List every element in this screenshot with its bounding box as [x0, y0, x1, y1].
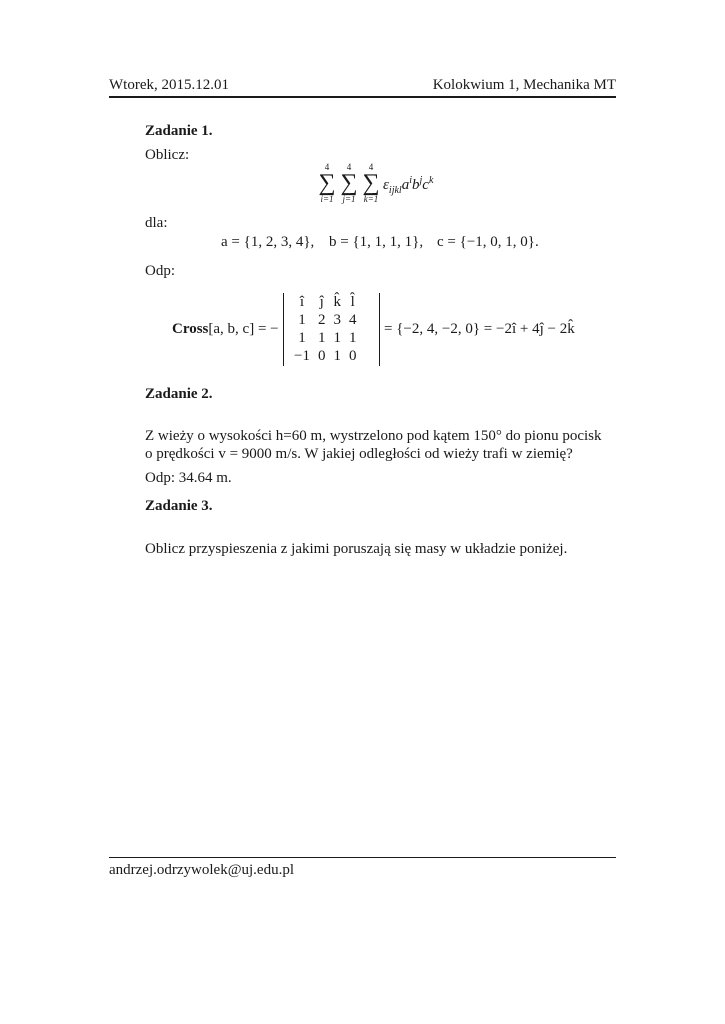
cross-result: = {−2, 4, −2, 0} = −2î + 4ĵ − 2k̂ [384, 321, 575, 337]
matrix-row [290, 329, 360, 347]
task3-heading: Zadanie 3. [145, 498, 213, 514]
header-rule [109, 96, 616, 98]
matrix-cell: 1 [333, 329, 341, 346]
task2-text-line1: Z wieży o wysokości h=60 m, wystrzelono pod kątem 150° do pionu pocisk [145, 428, 602, 444]
sum-k-lower: k=1 [363, 194, 379, 204]
task2-answer: Odp: 34.64 m. [145, 470, 232, 486]
summand: $\varepsilon_{ijkl}a^ib^jc^k$ [383, 175, 434, 196]
matrix-cell: l̂ [350, 293, 355, 310]
matrix-row [290, 311, 360, 329]
sum-i [316, 162, 338, 204]
matrix-cell: 3 [333, 311, 341, 328]
matrix-cell: 1 [317, 329, 326, 346]
matrix-row [290, 293, 360, 311]
header-date: Wtorek, 2015.12.01 [109, 77, 229, 93]
sum-k [360, 162, 382, 204]
vector-a: a = {1, 2, 3, 4}, [221, 234, 315, 250]
header-title: Kolokwium 1, Mechanika MT [432, 77, 616, 93]
footer-rule [109, 857, 616, 858]
matrix-cell: 1 [298, 311, 306, 328]
cross-args: [a, b, c] = − [208, 321, 279, 337]
matrix-cell: −1 [294, 347, 310, 364]
task2-text-line2: o prędkości v = 9000 m/s. W jakiej odległości od wieży trafi w ziemię? [145, 446, 573, 462]
cross-name: Cross [172, 321, 209, 337]
sigma-symbol: ∑ [318, 170, 336, 196]
matrix-row [290, 347, 360, 365]
matrix-cell: ĵ [319, 293, 324, 310]
footer-email: andrzej.odrzywolek@uj.edu.pl [109, 862, 295, 878]
task1-for-label: dla: [145, 215, 168, 231]
matrix-cell: 0 [348, 347, 357, 364]
matrix-cell: î [299, 293, 305, 310]
task1-answer-label: Odp: [145, 263, 175, 279]
sum-j [338, 162, 360, 204]
task1-heading: Zadanie 1. [145, 123, 213, 139]
matrix-cell: 0 [317, 347, 326, 364]
task3-text: Oblicz przyspieszenia z jakimi poruszają się masy w układzie poniżej. [145, 541, 568, 557]
determinant-matrix [283, 293, 380, 366]
vector-b: b = {1, 1, 1, 1}, [329, 234, 424, 250]
vector-c: c = {−1, 0, 1, 0}. [437, 234, 539, 250]
sigma-symbol: ∑ [340, 170, 358, 196]
sigma-symbol: ∑ [362, 170, 380, 196]
sum-i-lower: i=1 [320, 194, 334, 204]
matrix-cell: 1 [298, 329, 306, 346]
sum-j-upper: 4 [346, 162, 352, 172]
task2-heading: Zadanie 2. [145, 386, 213, 402]
matrix-cell: 1 [348, 329, 357, 346]
cross-expression [172, 321, 279, 338]
matrix-cell: k̂ [333, 293, 341, 310]
sum-k-upper: 4 [368, 162, 374, 172]
task1-instruction: Oblicz: [145, 147, 190, 163]
matrix-cell: 4 [348, 311, 357, 328]
matrix-cell: 2 [317, 311, 326, 328]
sum-i-upper: 4 [324, 162, 330, 172]
sum-j-lower: j=1 [342, 194, 356, 204]
matrix-cell: 1 [333, 347, 341, 364]
